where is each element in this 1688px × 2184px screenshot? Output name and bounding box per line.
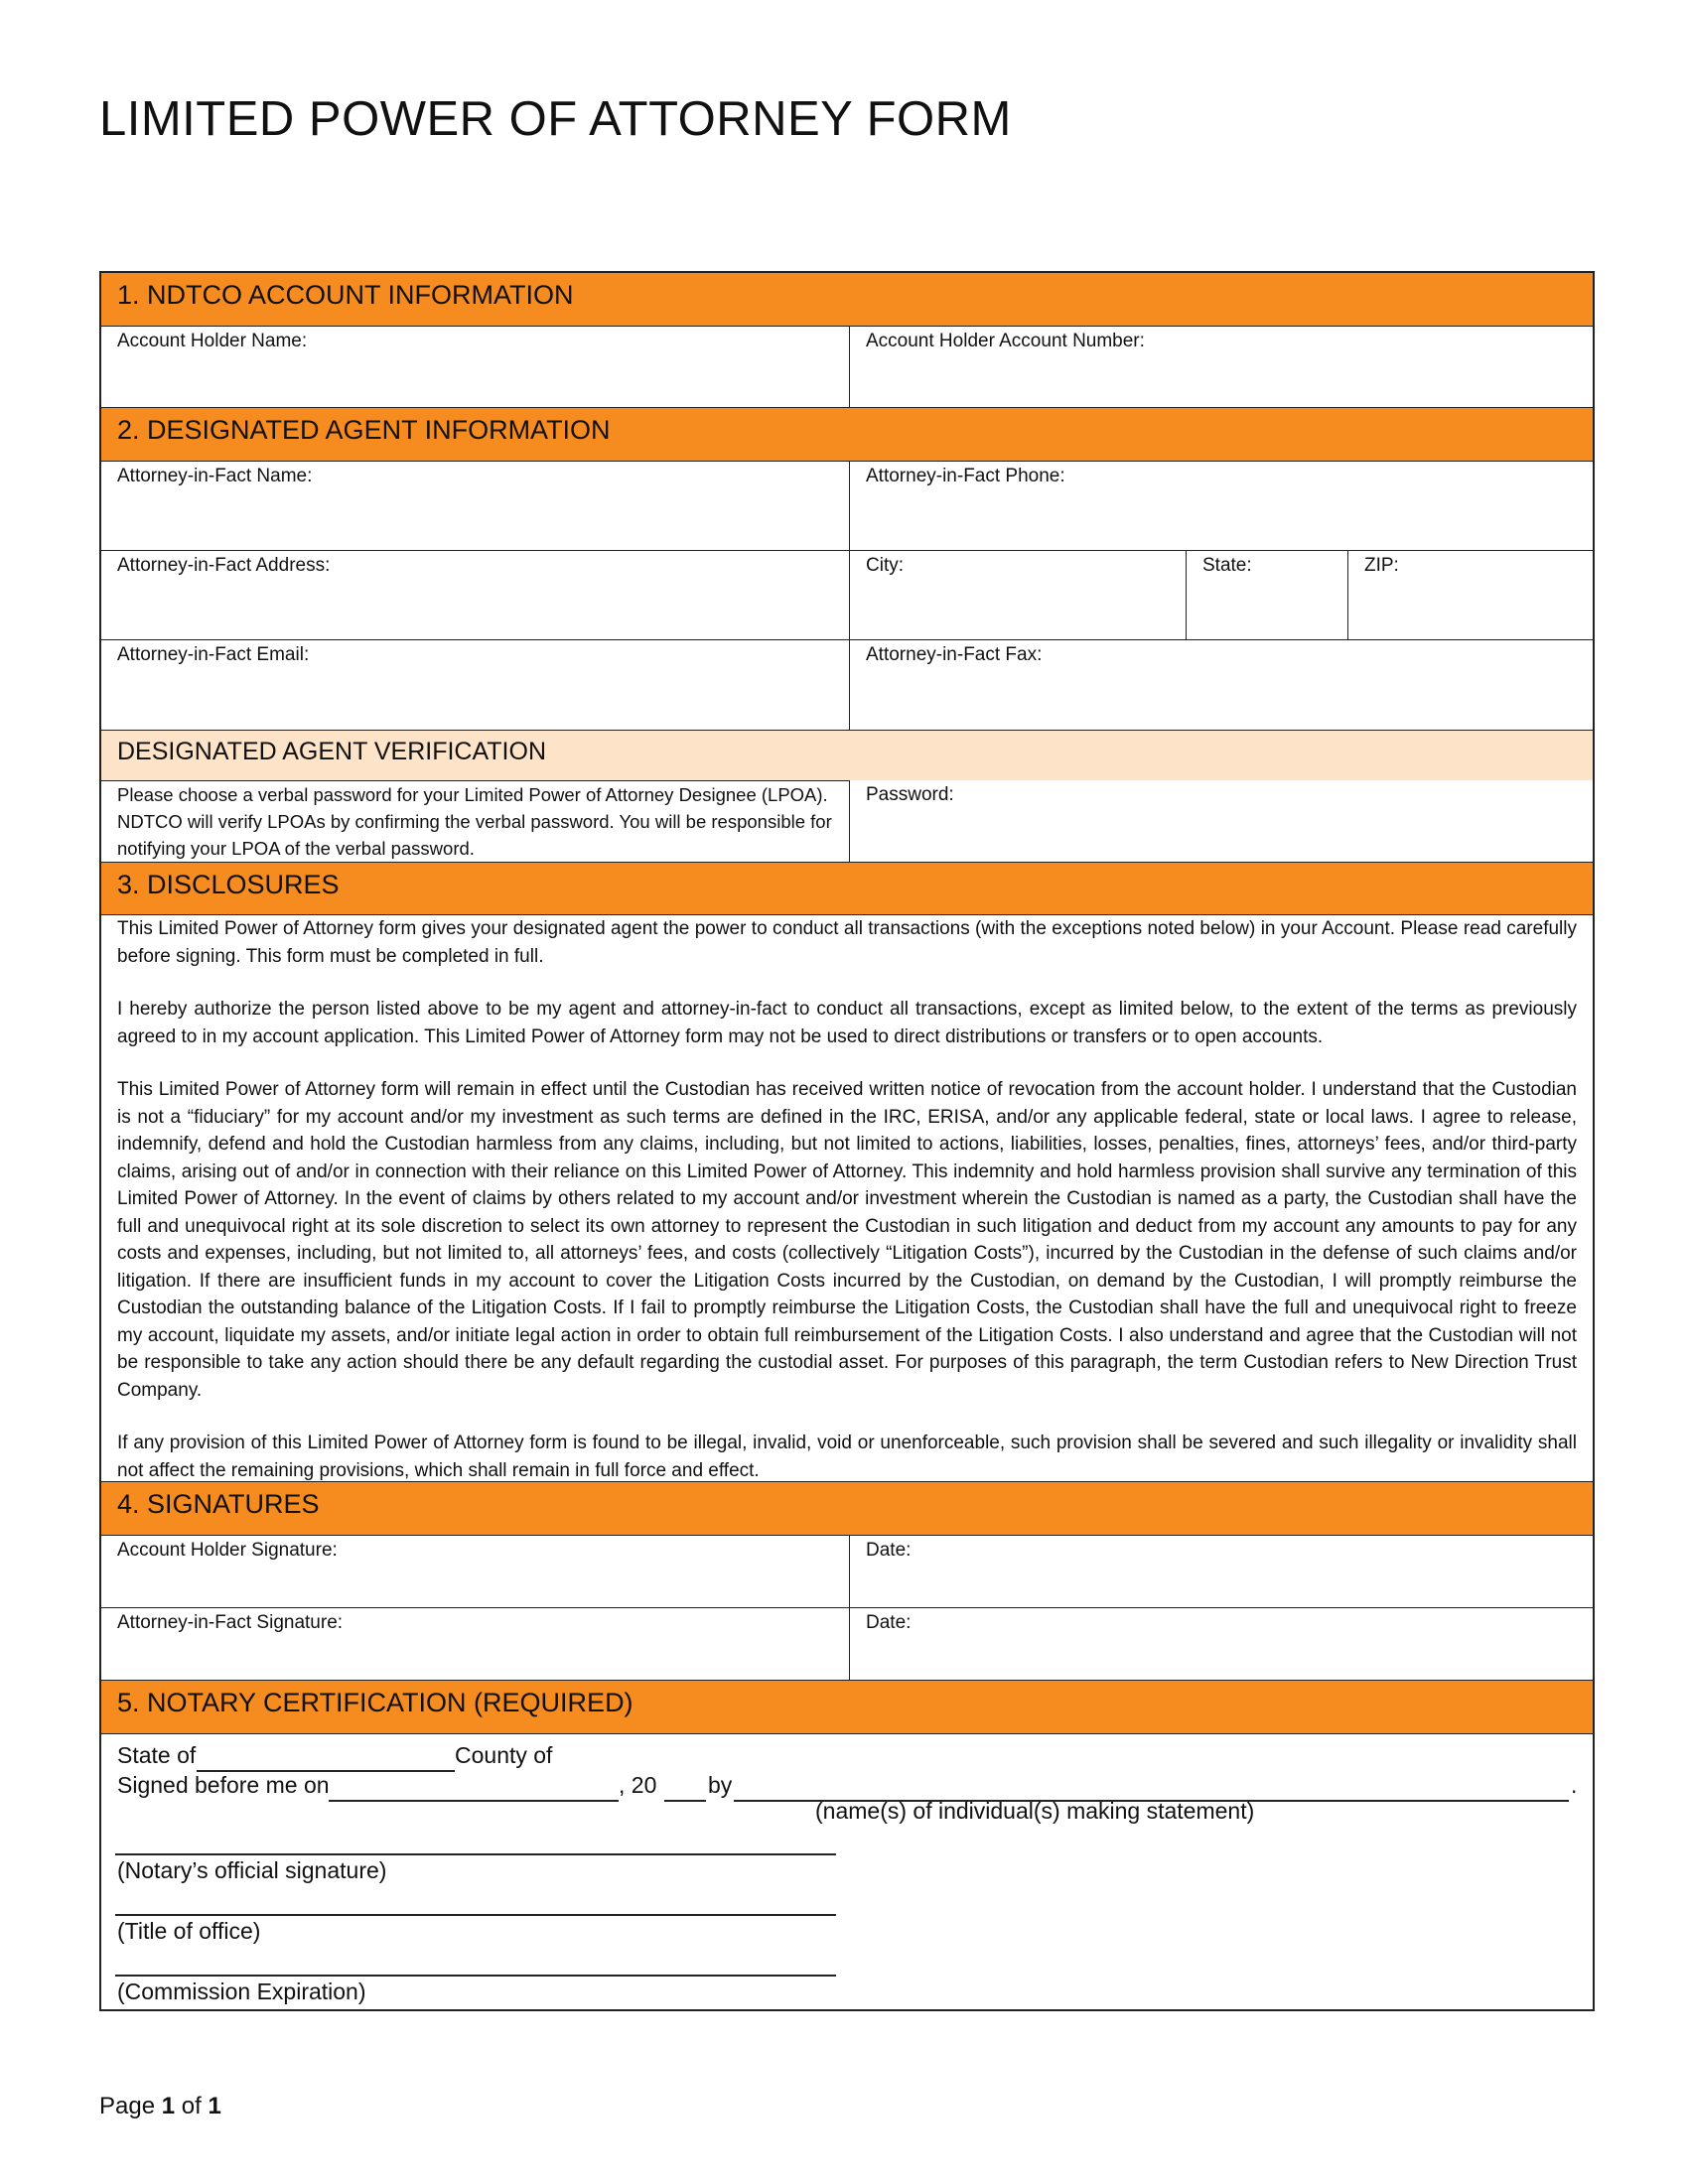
verification-instructions bbox=[101, 780, 849, 862]
period: . bbox=[1571, 1772, 1578, 1798]
page-footer bbox=[99, 2093, 221, 2120]
title-of-office-line[interactable] bbox=[115, 1914, 836, 1916]
commission-caption: (Commission Expiration) bbox=[117, 1979, 366, 2004]
section-5-header bbox=[101, 1681, 1593, 1734]
password-field[interactable] bbox=[849, 780, 1595, 862]
holder-date-label: Date: bbox=[866, 1540, 912, 1561]
page-number: 1 bbox=[161, 2093, 176, 2119]
section-1-title: 1. NDTCO ACCOUNT INFORMATION bbox=[117, 280, 574, 310]
aif-name-field[interactable] bbox=[101, 462, 849, 550]
page-word: Page bbox=[99, 2093, 156, 2119]
signed-date-line[interactable] bbox=[329, 1800, 619, 1802]
section-2-header bbox=[101, 408, 1593, 462]
section-4-title: 4. SIGNATURES bbox=[117, 1489, 320, 1519]
account-holder-name-field[interactable] bbox=[101, 327, 849, 407]
of-word: of bbox=[181, 2093, 202, 2119]
aif-fax-label: Attorney-in-Fact Fax: bbox=[866, 644, 1043, 665]
aif-address-label: Attorney-in-Fact Address: bbox=[117, 555, 331, 576]
aif-email-field[interactable] bbox=[101, 640, 849, 730]
aif-fax-field[interactable] bbox=[849, 640, 1595, 730]
aif-address-field[interactable] bbox=[101, 551, 849, 639]
agent-contact-row bbox=[101, 640, 1593, 730]
section-1-header bbox=[101, 273, 1593, 327]
poa-form bbox=[99, 271, 1595, 2011]
state-label: State: bbox=[1202, 555, 1252, 576]
holder-date-field[interactable] bbox=[849, 1536, 1595, 1607]
state-of-label: State of bbox=[117, 1742, 197, 1768]
zip-field[interactable] bbox=[1347, 551, 1595, 639]
aif-phone-field[interactable] bbox=[849, 462, 1595, 550]
agent-name-row bbox=[101, 462, 1593, 551]
disclosures-body bbox=[101, 915, 1593, 1482]
section-4-header bbox=[101, 1482, 1593, 1536]
year-line[interactable] bbox=[664, 1800, 706, 1802]
aif-date-label: Date: bbox=[866, 1612, 912, 1633]
page-title: LIMITED POWER OF ATTORNEY FORM bbox=[99, 92, 1012, 146]
aif-email-label: Attorney-in-Fact Email: bbox=[117, 644, 310, 665]
city-field[interactable] bbox=[849, 551, 1186, 639]
city-label: City: bbox=[866, 555, 904, 576]
verification-title: DESIGNATED AGENT VERIFICATION bbox=[117, 738, 547, 765]
disclosure-paragraph-1: This Limited Power of Attorney form gives your designated agent the power to conduct all transactions (with the exceptions noted below) in your Account. Please read carefully before signing. This form must be completed in full. bbox=[117, 918, 1577, 967]
verification-header bbox=[101, 730, 1593, 780]
aif-phone-label: Attorney-in-Fact Phone: bbox=[866, 466, 1065, 486]
holder-signature-label: Account Holder Signature: bbox=[117, 1540, 338, 1561]
account-info-row bbox=[101, 327, 1593, 408]
section-3-title: 3. DISCLOSURES bbox=[117, 870, 340, 899]
section-5-title: 5. NOTARY CERTIFICATION (REQUIRED) bbox=[117, 1688, 633, 1717]
disclosure-paragraph-3: This Limited Power of Attorney form will remain in effect until the Custodian has received written notice of revocation from the account holder. I understand that the Custodian is not a “fiduciary” for my account and/or my investment as such terms are defined in the IRC, ERISA, and/or any applicable federal, state or local laws. I agree to release, indemnify, defend and hold the Custodian harmless from any claims, including, but not limited to actions, liabilities, losses, penalties, fines, attorneys’ fees, and/or third-party claims, arising out of and/or in connection with their reliance on this Limited Power of Attorney. This indemnity and hold harmless provision shall survive any termination of this Limited Power of Attorney. In the event of claims by others related to my account and/or investment wherein the Custodian is named as a party, the Custodian shall have the full and unequivocal right at its sole discretion to select its own attorney to represent the Custodian in such litigation and deduct from my account any amounts to pay for any costs and expenses, including, but not limited to, all attorneys’ fees, and costs (collectively “Litigation Costs”), incurred by the Custodian in the defense of such claims and/or litigation. If there are insufficient funds in my account to cover the Litigation Costs incurred by the Custodian, on demand by the Custodian, I will promptly reimburse the Custodian the outstanding balance of the Litigation Costs. If I fail to promptly reimburse the Litigation Costs, the Custodian shall have the full and unequivocal right to freeze my account, liquidate my assets, and/or initiate legal action in order to obtain full reimbursement of the Litigation Costs. I also understand and agree that the Custodian will not be responsible to take any action should there be any default regarding the custodial asset. For purposes of this paragraph, the term Custodian refers to New Direction Trust Company. bbox=[117, 1079, 1577, 1401]
section-2-title: 2. DESIGNATED AGENT INFORMATION bbox=[117, 415, 611, 445]
account-number-label: Account Holder Account Number: bbox=[866, 331, 1145, 351]
verification-instructions-text: Please choose a verbal password for your Limited Power of Attorney Designee (LPOA). NDTCO will verify LPOAs by confirming the verbal password. You will be responsible for notifying your LPOA of the verbal password. bbox=[117, 784, 832, 859]
commission-line[interactable] bbox=[115, 1975, 836, 1977]
names-caption: (name(s) of individual(s) making statement) bbox=[815, 1798, 1255, 1824]
section-3-header bbox=[101, 862, 1593, 915]
disclosure-paragraph-2: I hereby authorize the person listed above to be my agent and attorney-in-fact to conduct all transactions, except as limited below, to the extent of the terms as previously agreed to in my account application. This Limited Power of Attorney form may not be used to direct distributions or transfers or to open accounts. bbox=[117, 999, 1577, 1047]
aif-signature-field[interactable] bbox=[101, 1608, 849, 1680]
disclosure-paragraph-4: If any provision of this Limited Power of Attorney form is found to be illegal, invalid, void or unenforceable, such provision shall be severed and such illegality or invalidity shall not affect the remaining provisions, which shall remain in full force and effect. bbox=[117, 1433, 1577, 1481]
signed-before-label: Signed before me on bbox=[117, 1772, 330, 1798]
notary-section bbox=[101, 1734, 1593, 2011]
notary-signature-caption: (Notary’s official signature) bbox=[117, 1857, 387, 1883]
aif-name-label: Attorney-in-Fact Name: bbox=[117, 466, 313, 486]
account-number-field[interactable] bbox=[849, 327, 1595, 407]
password-label: Password: bbox=[866, 784, 954, 805]
by-label: by bbox=[708, 1772, 733, 1798]
zip-label: ZIP: bbox=[1364, 555, 1399, 576]
notary-signature-line[interactable] bbox=[115, 1853, 836, 1855]
county-of-label: County of bbox=[455, 1742, 553, 1768]
holder-signature-field[interactable] bbox=[101, 1536, 849, 1607]
account-holder-name-label: Account Holder Name: bbox=[117, 331, 308, 351]
agent-address-row bbox=[101, 551, 1593, 640]
holder-signature-row bbox=[101, 1536, 1593, 1608]
state-field[interactable] bbox=[1186, 551, 1347, 639]
verification-row bbox=[101, 780, 1593, 862]
aif-signature-row bbox=[101, 1608, 1593, 1681]
aif-date-field[interactable] bbox=[849, 1608, 1595, 1680]
aif-signature-label: Attorney-in-Fact Signature: bbox=[117, 1612, 344, 1633]
page-total: 1 bbox=[208, 2093, 221, 2119]
title-of-office-caption: (Title of office) bbox=[117, 1918, 261, 1944]
year-prefix: , 20 bbox=[619, 1772, 657, 1798]
